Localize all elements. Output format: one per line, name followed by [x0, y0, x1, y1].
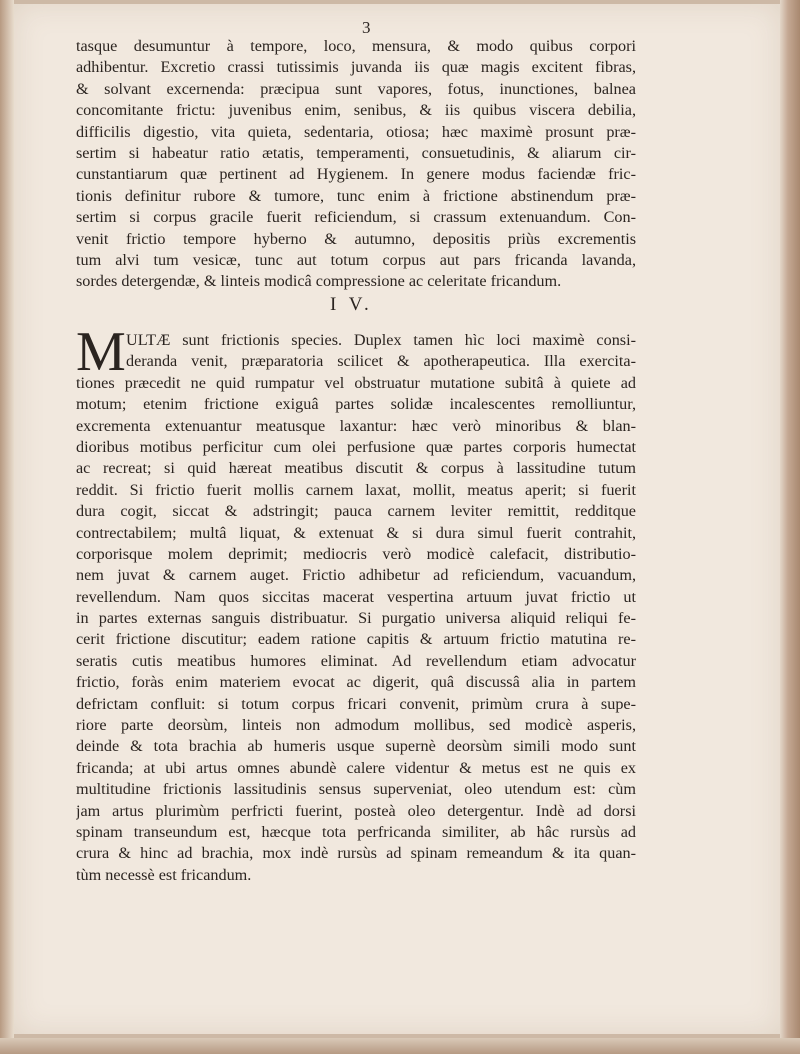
text-line: deranda venit, præparatoria scilicet & apotherapeutica. Illa exercita- [126, 352, 636, 371]
text-line: contrectabilem; multâ liquat, & extenuat & si dura simul fuerit contrahit, [76, 523, 636, 542]
text-line: crura & hinc ad brachia, mox indè rursùs ad spinam remeandum & ita quan- [76, 844, 636, 863]
text-line: sordes detergendæ, & linteis modicâ compressione ac celeritate fricandum. [76, 272, 562, 291]
text-line: tasque desumuntur à tempore, loco, mensura, & modo quibus corpori [76, 37, 636, 55]
text-line: revellendum. Nam quos siccitas macerat vespertina artuum juvat frictio ut [76, 587, 636, 606]
text-line: dura cogit, siccat & adstringit; pauca carnem leviter remittit, redditque [76, 502, 636, 521]
paragraph-1 [76, 36, 636, 293]
text-line: defrictam confluit: si totum corpus fricari convenit, primùm crura à supe- [76, 694, 636, 713]
text-line: multitudine frictionis lassitudinis sensus superveniat, oleo utendum est: cùm [76, 780, 636, 799]
text-line: seratis cutis meatibus humores eliminat. Ad revellendum etiam advocatur [76, 651, 636, 670]
text-line: difficilis digestio, vita quieta, sedentaria, otiosa; hæc maximè prosunt præ- [76, 122, 636, 141]
text-line: tiones præcedit ne quid rumpatur vel obstruatur mutatione subitâ à quiete ad [76, 373, 636, 392]
text-line: tionis definitur rubore & tumore, tunc enim à frictione abstinendum præ- [76, 186, 636, 205]
paragraph-2 [76, 321, 636, 886]
text-line: reddit. Si frictio fuerit mollis carnem laxat, mollit, meatus aperit; si fuerit [76, 480, 636, 499]
text-line: spinam transeundum est, hæcque tota perfricanda similiter, ab hâc rursùs ad [76, 822, 636, 841]
text-line: tum alvi tum vesicæ, tunc aut totum corpus aut pars fricanda lavanda, [76, 250, 636, 269]
text-line: jam artus plurimùm perfricti fuerint, posteà oleo detergentur. Indè ad dorsi [76, 801, 636, 820]
text-line: cunstantiarum quæ pertinent ad Hygienem. In genere modus faciendæ fric- [76, 165, 636, 184]
text-line: riore parte deorsùm, linteis non admodum mollibus, sed modicè asperis, [76, 716, 636, 735]
binding-edge [0, 0, 14, 1054]
book-page [14, 4, 780, 1034]
text-line: venit frictio tempore hyberno & autumno, depositis priùs excrementis [76, 229, 636, 248]
page-edge-bottom [0, 1038, 800, 1054]
text-line: fricanda; at ubi artus omnes abundè calere videntur & metus est ne quis ex [76, 758, 636, 777]
text-line: & solvant excernenda: præcipua sunt vapores, fotus, inunctiones, balnea [76, 79, 636, 98]
text-line: in partes externas sanguis distribuatur. Si purgatio universa aliquid reliqui fe- [76, 609, 636, 628]
text-line: motum; etenim frictione exiguâ partes solidæ incalescentes remolliuntur, [76, 395, 636, 414]
text-line: nem juvat & carnem auget. Frictio adhibetur ad reficiendum, vacuandum, [76, 566, 636, 585]
section-heading: I V. [330, 294, 373, 315]
text-line: sertim si habeatur ratio ætatis, temperamenti, consuetudinis, & aliarum cir- [76, 143, 636, 162]
text-line: excrementa extenuantur meatusque laxantur: hæc verò minoribus & blan- [76, 416, 636, 435]
text-line: adhibentur. Excretio crassi tutissimis juvanda iis quæ magis excitent fibras, [76, 58, 636, 77]
text-line: deinde & tota brachia ab humeris usque supernè deorsùm simili modo sunt [76, 737, 636, 756]
text-line: concomitante frictu: juvenibus enim, senibus, & iis quibus viscera debilia, [76, 101, 636, 120]
page-edge-right [780, 0, 800, 1054]
text-line: ULTÆ sunt frictionis species. Duplex tamen hìc loci maximè consi- [126, 331, 636, 349]
text-line: corporisque molem deprimit; mediocris verò modicè calefacit, distributio- [76, 544, 636, 563]
text-line: dioribus motibus perficitur cum olei perfusione quæ partes corporis humectat [76, 437, 636, 456]
text-line: ac recreat; si quid hæreat meatibus discutit & corpus à lassitudine tutum [76, 459, 636, 478]
drop-cap: M [76, 321, 126, 383]
text-line: cerit frictione discutitur; eadem ratione capitis & artuum frictio matutina re- [76, 630, 636, 649]
text-line: tùm necessè est fricandum. [76, 865, 252, 884]
text-line: sertim si corpus gracile fuerit reficiendum, si crassum extenuandum. Con- [76, 208, 636, 227]
page-number: 3 [362, 18, 371, 37]
text-line: frictio, foràs enim materiem evocat ac digerit, quâ discussâ alia in partem [76, 673, 636, 692]
